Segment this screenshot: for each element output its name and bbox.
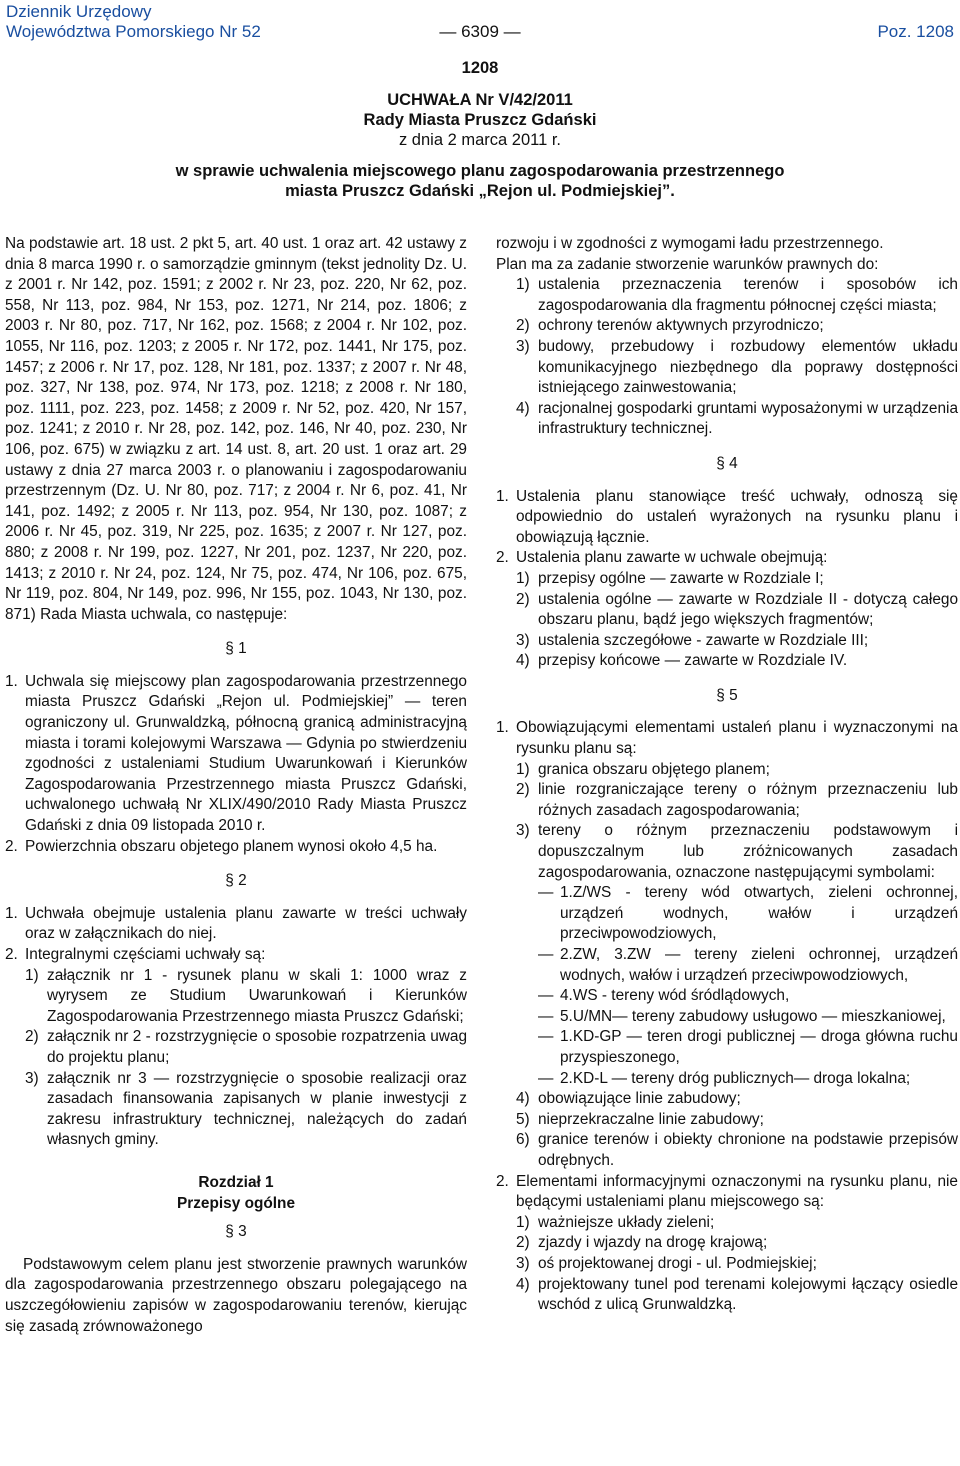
- list-item: 1) ważniejsze układy zieleni;: [516, 1213, 715, 1231]
- list-item: 3) budowy, przebudowy i rozbudowy elementów układu komunikacyjnego niezbędnego dla poprawy dostępności istniejącego zainwestowania;: [516, 337, 958, 397]
- subject-line-1: w sprawie uchwalenia miejscowego planu zagospodarowania przestrzennego: [175, 162, 785, 180]
- resolution-date: z dnia 2 marca 2011 r.: [398, 131, 562, 149]
- list-item: 1) przepisy ogólne — zawarte w Rozdziale I;: [516, 569, 824, 587]
- symbol-item: — 2.KD-L — tereny dróg publicznych— droga lokalna;: [538, 1069, 911, 1087]
- chapter-title: Rozdział 1: [198, 1173, 274, 1191]
- list-item: 1. Uchwała obejmuje ustalenia planu zawarte w treści uchwały oraz w załącznikach do niej.: [5, 904, 467, 943]
- resolution-number: UCHWAŁA Nr V/42/2011: [387, 91, 573, 109]
- list-item: 1) granica obszaru objętego planem;: [516, 760, 770, 778]
- section-5-heading: § 5: [716, 686, 738, 704]
- list-item: 4) obowiązujące linie zabudowy;: [516, 1090, 741, 1108]
- list-item: 1) załącznik nr 1 - rysunek planu w skali 1: 1000 wraz z wyrysem ze Studium Uwarunkowań i Kierunków Zagospodarowania Przestrzennego miasta Pruszcz Gdański;: [25, 966, 467, 1025]
- section-3-intro: Plan ma za zadanie stworzenie warunków prawnych do:: [496, 255, 879, 273]
- symbol-item: — 1.KD-GP — teren drogi publicznej — droga główna ruchu przyspieszonego,: [538, 1028, 958, 1066]
- list-item: 4) racjonalnej gospodarki gruntami wyposażonymi w urządzenia infrastruktury technicznej.: [516, 399, 958, 438]
- list-item: 3) tereny o różnym przeznaczeniu podstawowym i dopuszczalnym lub zróżnicowanych zasadach zagospodarowania, oznaczone następującymi symbolami:: [516, 822, 958, 881]
- council-name: Rady Miasta Pruszcz Gdański: [363, 111, 597, 129]
- list-item: 4) przepisy końcowe — zawarte w Rozdziale IV.: [516, 652, 848, 670]
- symbol-item: — 1.Z/WS - tereny wód otwartych, zieleni ochronnej, urządzeń wodnych, wałów i urządzeń przeciwpowodziowych,: [538, 884, 958, 943]
- chapter-subtitle: Przepisy ogólne: [176, 1194, 296, 1212]
- right-column: [496, 234, 958, 1316]
- list-item: 5) nieprzekraczalne linie zabudowy;: [516, 1110, 764, 1128]
- list-item: 2. Ustalenia planu zawarte w uchwale obejmują:: [496, 549, 828, 567]
- section-3-continuation: rozwoju i w zgodności z wymogami ładu przestrzennego.: [496, 235, 884, 252]
- list-item: 2. Elementami informacyjnymi oznaczonymi na rysunku planu, nie będącymi ustaleniami planu miejscowego są:: [496, 1172, 958, 1211]
- list-item: 1. Uchwala się miejscowy plan zagospodarowania przestrzennego miasta Pruszcz Gdański „Rejon ul. Podmiejskiej” — teren ograniczony ul. Grunwaldzką, północną granicą administracyjną miasta i torami kolejowymi Warszawa — Gdynia po stwierdzeniu zgodności z ustaleniami Studium Uwarunkowań i Kierunków Zagospodarowania Przestrzennego miasta Pruszcz Gdański, uchwalonego uchwałą Nr XLIX/490/2010 Rady Miasta Pruszcz Gdański z dnia 09 listopada 2010 r.: [5, 672, 467, 835]
- list-item: 1. Obowiązującymi elementami ustaleń planu i wyznaczonymi na rysunku planu są:: [496, 719, 958, 758]
- entry-number: 1208: [461, 59, 499, 77]
- symbol-item: — 4.WS - tereny wód śródlądowych,: [538, 987, 790, 1005]
- journal-issue: Województwa Pomorskiego Nr 52: [6, 22, 261, 41]
- section-2-heading: § 2: [225, 872, 247, 890]
- symbol-item: — 5.U/MN— tereny zabudowy usługowo — mieszkaniowej,: [538, 1007, 946, 1025]
- list-item: 1) ustalenia przeznaczenia terenów i sposobów ich zagospodarowania dla fragmentu północnej części miasta;: [516, 276, 958, 314]
- list-item: 3) ustalenia szczegółowe - zawarte w Rozdziale III;: [516, 631, 869, 649]
- section-3-heading: § 3: [225, 1223, 247, 1241]
- section-1-items: [5, 672, 467, 857]
- list-item: 4) projektowany tunel pod terenami kolejowymi łączący osiedle wschód z ulicą Grunwaldzką.: [516, 1275, 958, 1314]
- symbol-item: — 2.ZW, 3.ZW — tereny zieleni ochronnej, urządzeń wodnych, wałów i urządzeń przeciwpowodziowych,: [538, 946, 958, 984]
- list-item: 3) załącznik nr 3 — rozstrzygnięcie o sposobie realizacji oraz zasadach finansowania zapisanych w planie inwestycji z zakresu infrastruktury technicznej, należących do zadań własnych gminy.: [25, 1069, 467, 1149]
- list-item: 2) ustalenia ogólne — zawarte w Rozdziale II - dotyczą całego obszaru planu, bądź jego większych fragmentów;: [516, 590, 958, 629]
- preamble: Na podstawie art. 18 ust. 2 pkt 5, art. 40 ust. 1 oraz art. 42 ustawy z dnia 8 marca 1990 r. o samorządzie gminnym (tekst jednolity Dz. U. z 2001 r. Nr 142, poz. 1591; z 2002 r. Nr 23, poz. 220, Nr 62, poz. 558, Nr 113, poz. 984, Nr 153, poz. 1271, Nr 214, poz. 1806; z 2003 r. Nr 80, poz. 717, Nr 162, poz. 1568; z 2004 r. Nr 102, poz. 1055, Nr 116, poz. 1203; z 2005 r. Nr 172, poz. 1441, Nr 175, poz. 1457; z 2006 r. Nr 17, poz. 128, Nr 181, poz. 1337; z 2007 r. Nr 48, poz. 327, Nr 138, poz. 974, Nr 173, poz. 1218; z 2008 r. Nr 180, poz. 1111, poz. 223, poz. 1458; z 2009 r. Nr 52, poz. 420, Nr 157, poz. 1241; z 2010 r. Nr 28, poz. 142, poz. 146, Nr 40, poz. 230, Nr 106, poz. 675) w związku z art. 14 ust. 8, art. 20 ust. 1 oraz art. 29 ustawy z dnia 27 marca 2003 r. o planowaniu i zagospodarowaniu przestrzennym (Dz. U. Nr 80, poz. 717; z 2004 r. Nr 6, poz. 41, Nr 141, poz. 1492; z 2005 r. Nr 113, poz. 954, Nr 130, poz. 1087; z 2006 r. Nr 45, poz. 319, Nr 225, poz. 1635; z 2007 r. Nr 127, poz. 880; z 2008 r. Nr 199, poz. 1227, Nr 201, poz. 1237, Nr 220, poz. 1413; z 2010 r. Nr 24, poz. 124, Nr 75, poz. 474, Nr 106, poz. 675, Nr 119, poz. 804, Nr 149, poz. 996, Nr 155, poz. 1043, Nr 130, poz. 871) Rada Miasta uchwala, co następuje:: [5, 235, 467, 623]
- list-item: 1. Ustalenia planu stanowiące treść uchwały, odnoszą się odpowiednio do ustaleń wyrażonych na rysunku planu i obowiązują łącznie.: [496, 487, 958, 546]
- list-item: 6) granice terenów i obiekty chronione na podstawie przepisów odrębnych.: [516, 1131, 958, 1169]
- list-item: 2) załącznik nr 2 - rozstrzygnięcie o sposobie rozpatrzenia uwag do projektu planu;: [25, 1028, 467, 1066]
- list-item: 2) linie rozgraniczające tereny o różnym przeznaczeniu lub różnych zasadach zagospodarowania;: [516, 781, 958, 819]
- section-3-text: Podstawowym celem planu jest stworzenie prawnych warunków dla zagospodarowania przestrzennego obszaru polegającego na uszczegółowieniu zapisów w zagospodarowaniu terenów, kierując się zasadą zrównoważonego: [5, 1255, 467, 1335]
- section-4-heading: § 4: [716, 454, 738, 472]
- left-column: [5, 234, 467, 1337]
- list-item: 2. Integralnymi częściami uchwały są:: [5, 946, 266, 963]
- list-item: 2. Powierzchnia obszaru objetego planem wynosi około 4,5 ha.: [5, 837, 438, 855]
- list-item: 3) oś projektowanej drogi - ul. Podmiejskiej;: [516, 1254, 817, 1272]
- subject-line-2: miasta Pruszcz Gdański „Rejon ul. Podmiejskiej”.: [285, 182, 675, 200]
- list-item: 2) ochrony terenów aktywnych przyrodniczo;: [516, 317, 824, 335]
- position-number: Poz. 1208: [877, 22, 954, 41]
- page-number: — 6309 —: [439, 22, 521, 41]
- journal-name: Dziennik Urzędowy: [6, 2, 152, 21]
- list-item: 2) zjazdy i wjazdy na drogę krajową;: [516, 1234, 768, 1252]
- section-1-heading: § 1: [225, 640, 247, 658]
- document-title: [0, 58, 960, 201]
